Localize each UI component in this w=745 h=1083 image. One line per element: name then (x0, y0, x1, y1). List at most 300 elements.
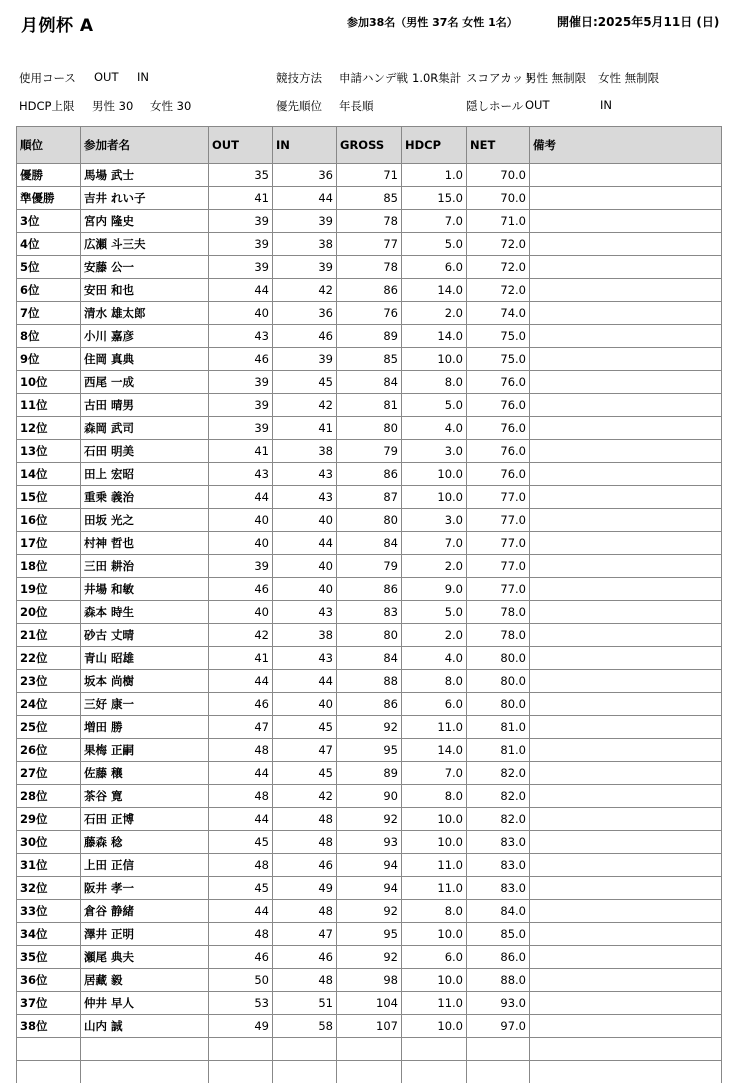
cell-in: 46 (273, 854, 337, 877)
cell-hdcp: 10.0 (402, 969, 467, 992)
cell-hdcp: 9.0 (402, 578, 467, 601)
table-row (17, 716, 722, 739)
cell-net: 80.0 (467, 647, 530, 670)
cell-net: 70.0 (467, 164, 530, 187)
cell-net: 76.0 (467, 463, 530, 486)
cell-remarks (530, 509, 722, 532)
table-row (17, 1015, 722, 1038)
priority-value: 年長順 (339, 98, 374, 114)
cell-net: 83.0 (467, 854, 530, 877)
cell-remarks (530, 486, 722, 509)
cell-out: 45 (209, 831, 273, 854)
cell-rank: 19位 (17, 578, 81, 601)
table-row (17, 831, 722, 854)
cell-name: 村神 哲也 (81, 532, 209, 555)
cell-in: 45 (273, 716, 337, 739)
cell-rank: 15位 (17, 486, 81, 509)
cell-rank: 23位 (17, 670, 81, 693)
cell-name: 澤井 正明 (81, 923, 209, 946)
cell-gross: 86 (337, 279, 402, 302)
cell-remarks (530, 946, 722, 969)
cell-out: 39 (209, 394, 273, 417)
cell-rank: 24位 (17, 693, 81, 716)
table-row (17, 555, 722, 578)
cell-net: 83.0 (467, 877, 530, 900)
cell-net: 84.0 (467, 900, 530, 923)
cell-gross: 78 (337, 210, 402, 233)
empty-cell (467, 1038, 530, 1061)
cell-gross: 85 (337, 348, 402, 371)
cell-in: 42 (273, 785, 337, 808)
cell-rank: 27位 (17, 762, 81, 785)
cell-remarks (530, 532, 722, 555)
cell-gross: 92 (337, 900, 402, 923)
table-row (17, 854, 722, 877)
cell-in: 44 (273, 532, 337, 555)
aggregation-value: 1.0R集計 (412, 70, 461, 86)
cell-hdcp: 4.0 (402, 647, 467, 670)
empty-row (17, 1038, 722, 1061)
cell-in: 48 (273, 808, 337, 831)
cell-remarks (530, 440, 722, 463)
cell-remarks (530, 900, 722, 923)
cell-net: 72.0 (467, 233, 530, 256)
cell-in: 36 (273, 164, 337, 187)
table-row (17, 302, 722, 325)
cell-in: 44 (273, 187, 337, 210)
cell-net: 77.0 (467, 509, 530, 532)
cell-hdcp: 5.0 (402, 601, 467, 624)
cell-hdcp: 3.0 (402, 440, 467, 463)
cell-hdcp: 8.0 (402, 900, 467, 923)
cell-in: 36 (273, 302, 337, 325)
cell-out: 44 (209, 762, 273, 785)
cell-remarks (530, 555, 722, 578)
cell-gross: 80 (337, 509, 402, 532)
cell-gross: 92 (337, 946, 402, 969)
header-gross: GROSS (337, 127, 402, 164)
cell-hdcp: 10.0 (402, 831, 467, 854)
cell-gross: 92 (337, 808, 402, 831)
cell-remarks (530, 578, 722, 601)
header-rank: 順位 (17, 127, 81, 164)
cell-remarks (530, 693, 722, 716)
cell-gross: 77 (337, 233, 402, 256)
cell-net: 78.0 (467, 601, 530, 624)
table-row (17, 417, 722, 440)
cell-gross: 84 (337, 371, 402, 394)
cell-name: 仲井 早人 (81, 992, 209, 1015)
empty-cell (17, 1038, 81, 1061)
cell-gross: 78 (337, 256, 402, 279)
cell-in: 40 (273, 555, 337, 578)
cell-remarks (530, 670, 722, 693)
cell-remarks (530, 463, 722, 486)
cell-gross: 86 (337, 693, 402, 716)
cell-hdcp: 14.0 (402, 279, 467, 302)
cell-net: 81.0 (467, 739, 530, 762)
cell-rank: 8位 (17, 325, 81, 348)
cell-net: 75.0 (467, 325, 530, 348)
empty-cell (467, 1061, 530, 1083)
table-row (17, 279, 722, 302)
cell-remarks (530, 233, 722, 256)
cell-name: 田上 宏昭 (81, 463, 209, 486)
cell-out: 39 (209, 555, 273, 578)
cell-out: 48 (209, 854, 273, 877)
empty-cell (273, 1038, 337, 1061)
cell-net: 75.0 (467, 348, 530, 371)
cell-rank: 10位 (17, 371, 81, 394)
cell-net: 74.0 (467, 302, 530, 325)
cell-out: 46 (209, 578, 273, 601)
cell-rank: 優勝 (17, 164, 81, 187)
cell-net: 85.0 (467, 923, 530, 946)
table-row (17, 670, 722, 693)
cell-rank: 5位 (17, 256, 81, 279)
cell-net: 76.0 (467, 394, 530, 417)
cell-in: 39 (273, 256, 337, 279)
cell-name: 山内 誠 (81, 1015, 209, 1038)
cell-hdcp: 6.0 (402, 693, 467, 716)
cell-name: 吉井 れい子 (81, 187, 209, 210)
table-row (17, 946, 722, 969)
course-in: IN (137, 70, 149, 84)
cell-remarks (530, 348, 722, 371)
cell-in: 42 (273, 394, 337, 417)
cell-out: 44 (209, 900, 273, 923)
cell-name: 三田 耕治 (81, 555, 209, 578)
cell-name: 清水 雄太郎 (81, 302, 209, 325)
cell-name: 果梅 正嗣 (81, 739, 209, 762)
cell-hdcp: 10.0 (402, 923, 467, 946)
empty-cell (402, 1038, 467, 1061)
cell-net: 82.0 (467, 762, 530, 785)
cell-rank: 25位 (17, 716, 81, 739)
cell-remarks (530, 969, 722, 992)
cell-hdcp: 8.0 (402, 670, 467, 693)
cell-gross: 84 (337, 647, 402, 670)
cell-in: 48 (273, 900, 337, 923)
cell-in: 43 (273, 486, 337, 509)
empty-cell (81, 1038, 209, 1061)
cell-name: 居藏 毅 (81, 969, 209, 992)
cell-in: 48 (273, 969, 337, 992)
table-row (17, 394, 722, 417)
cell-name: 倉谷 静緒 (81, 900, 209, 923)
cell-gross: 93 (337, 831, 402, 854)
cell-rank: 9位 (17, 348, 81, 371)
event-date: 開催日:2025年5月11日 (日) (557, 13, 719, 30)
table-row (17, 532, 722, 555)
cell-in: 42 (273, 279, 337, 302)
cell-remarks (530, 877, 722, 900)
cell-out: 41 (209, 440, 273, 463)
table-row (17, 256, 722, 279)
cell-name: 増田 勝 (81, 716, 209, 739)
cell-hdcp: 7.0 (402, 762, 467, 785)
cell-out: 49 (209, 1015, 273, 1038)
empty-cell (81, 1061, 209, 1083)
cell-net: 82.0 (467, 785, 530, 808)
cell-remarks (530, 601, 722, 624)
cell-in: 47 (273, 739, 337, 762)
results-table (16, 126, 722, 1083)
table-row (17, 601, 722, 624)
cell-in: 38 (273, 440, 337, 463)
scorecut-female: 女性 無制限 (598, 70, 659, 86)
cell-remarks (530, 187, 722, 210)
cell-gross: 98 (337, 969, 402, 992)
cell-hdcp: 11.0 (402, 854, 467, 877)
cell-in: 40 (273, 509, 337, 532)
cell-rank: 35位 (17, 946, 81, 969)
cell-in: 45 (273, 371, 337, 394)
cell-gross: 88 (337, 670, 402, 693)
method-value: 申請ハンデ戦 (339, 70, 408, 86)
cell-name: 重乗 義治 (81, 486, 209, 509)
cell-gross: 80 (337, 624, 402, 647)
table-row (17, 325, 722, 348)
hdcp-limit-female: 女性 30 (150, 98, 191, 114)
cell-in: 43 (273, 463, 337, 486)
cell-rank: 3位 (17, 210, 81, 233)
cell-rank: 16位 (17, 509, 81, 532)
cell-in: 39 (273, 348, 337, 371)
cell-net: 78.0 (467, 624, 530, 647)
cell-net: 76.0 (467, 371, 530, 394)
cell-in: 45 (273, 762, 337, 785)
cell-hdcp: 15.0 (402, 187, 467, 210)
cell-remarks (530, 854, 722, 877)
cell-name: 住岡 真典 (81, 348, 209, 371)
cell-rank: 22位 (17, 647, 81, 670)
cell-remarks (530, 992, 722, 1015)
cell-name: 安藤 公一 (81, 256, 209, 279)
cell-out: 46 (209, 693, 273, 716)
header-out: OUT (209, 127, 273, 164)
cell-out: 48 (209, 923, 273, 946)
cell-hdcp: 7.0 (402, 532, 467, 555)
cell-name: 石田 明美 (81, 440, 209, 463)
cell-rank: 準優勝 (17, 187, 81, 210)
cell-rank: 31位 (17, 854, 81, 877)
cell-hdcp: 10.0 (402, 348, 467, 371)
table-row (17, 578, 722, 601)
table-row (17, 624, 722, 647)
table-row (17, 371, 722, 394)
cell-net: 93.0 (467, 992, 530, 1015)
cell-gross: 86 (337, 578, 402, 601)
cell-remarks (530, 739, 722, 762)
cell-remarks (530, 394, 722, 417)
cell-rank: 18位 (17, 555, 81, 578)
cell-in: 40 (273, 578, 337, 601)
cell-remarks (530, 164, 722, 187)
cell-out: 39 (209, 233, 273, 256)
cell-in: 39 (273, 210, 337, 233)
cell-remarks (530, 923, 722, 946)
cell-in: 38 (273, 624, 337, 647)
cell-out: 45 (209, 877, 273, 900)
cell-name: 小川 嘉彦 (81, 325, 209, 348)
cell-hdcp: 8.0 (402, 785, 467, 808)
cell-gross: 87 (337, 486, 402, 509)
cell-name: 藤森 稔 (81, 831, 209, 854)
hidden-hole-out: OUT (525, 98, 550, 112)
empty-cell (402, 1061, 467, 1083)
cell-hdcp: 10.0 (402, 463, 467, 486)
cell-rank: 28位 (17, 785, 81, 808)
cell-net: 70.0 (467, 187, 530, 210)
cell-net: 97.0 (467, 1015, 530, 1038)
cell-out: 43 (209, 325, 273, 348)
cell-name: 田坂 光之 (81, 509, 209, 532)
cell-out: 39 (209, 256, 273, 279)
cell-remarks (530, 256, 722, 279)
cell-net: 86.0 (467, 946, 530, 969)
cell-remarks (530, 210, 722, 233)
cell-net: 77.0 (467, 532, 530, 555)
cell-gross: 94 (337, 877, 402, 900)
cell-out: 39 (209, 371, 273, 394)
cell-rank: 32位 (17, 877, 81, 900)
cell-net: 76.0 (467, 417, 530, 440)
hidden-hole-in: IN (600, 98, 612, 112)
scorecut-label: スコアカット (466, 70, 535, 86)
cell-hdcp: 10.0 (402, 1015, 467, 1038)
cell-rank: 33位 (17, 900, 81, 923)
cell-out: 40 (209, 601, 273, 624)
cell-rank: 30位 (17, 831, 81, 854)
cell-in: 46 (273, 946, 337, 969)
cell-out: 44 (209, 279, 273, 302)
cell-out: 44 (209, 486, 273, 509)
cell-in: 49 (273, 877, 337, 900)
empty-row (17, 1061, 722, 1083)
cell-net: 80.0 (467, 670, 530, 693)
cell-gross: 81 (337, 394, 402, 417)
cell-gross: 92 (337, 716, 402, 739)
table-row (17, 348, 722, 371)
table-row (17, 187, 722, 210)
hdcp-limit-label: HDCP上限 (19, 98, 74, 114)
empty-cell (209, 1061, 273, 1083)
table-header-row (17, 127, 722, 164)
cell-remarks (530, 302, 722, 325)
cell-rank: 4位 (17, 233, 81, 256)
cell-name: 広瀬 斗三夫 (81, 233, 209, 256)
cell-rank: 26位 (17, 739, 81, 762)
results-body (17, 164, 722, 1083)
cell-rank: 37位 (17, 992, 81, 1015)
cell-hdcp: 2.0 (402, 302, 467, 325)
cell-gross: 104 (337, 992, 402, 1015)
cell-rank: 13位 (17, 440, 81, 463)
cell-net: 76.0 (467, 440, 530, 463)
page-title: 月例杯 A (21, 11, 94, 36)
cell-out: 41 (209, 647, 273, 670)
cell-hdcp: 10.0 (402, 808, 467, 831)
cell-name: 瀬尾 典夫 (81, 946, 209, 969)
header-name: 参加者名 (81, 127, 209, 164)
cell-in: 46 (273, 325, 337, 348)
cell-rank: 21位 (17, 624, 81, 647)
cell-rank: 17位 (17, 532, 81, 555)
cell-gross: 89 (337, 762, 402, 785)
cell-remarks (530, 785, 722, 808)
cell-rank: 7位 (17, 302, 81, 325)
cell-hdcp: 10.0 (402, 486, 467, 509)
cell-remarks (530, 624, 722, 647)
cell-gross: 94 (337, 854, 402, 877)
table-row (17, 509, 722, 532)
cell-hdcp: 1.0 (402, 164, 467, 187)
cell-out: 46 (209, 946, 273, 969)
cell-remarks (530, 1015, 722, 1038)
cell-gross: 80 (337, 417, 402, 440)
header-remarks: 備考 (530, 127, 722, 164)
cell-gross: 90 (337, 785, 402, 808)
table-row (17, 164, 722, 187)
cell-net: 88.0 (467, 969, 530, 992)
header-in: IN (273, 127, 337, 164)
cell-gross: 95 (337, 739, 402, 762)
table-row (17, 900, 722, 923)
method-label: 競技方法 (276, 70, 322, 86)
cell-out: 40 (209, 532, 273, 555)
cell-gross: 89 (337, 325, 402, 348)
cell-rank: 34位 (17, 923, 81, 946)
cell-rank: 14位 (17, 463, 81, 486)
cell-out: 41 (209, 187, 273, 210)
table-row (17, 992, 722, 1015)
priority-label: 優先順位 (276, 98, 322, 114)
participant-count: 参加38名（男性 37名 女性 1名） (347, 14, 518, 30)
cell-name: 森岡 武司 (81, 417, 209, 440)
cell-remarks (530, 371, 722, 394)
course-label: 使用コース (19, 70, 76, 86)
cell-net: 72.0 (467, 279, 530, 302)
cell-name: 坂本 尚樹 (81, 670, 209, 693)
cell-gross: 107 (337, 1015, 402, 1038)
table-row (17, 877, 722, 900)
cell-remarks (530, 325, 722, 348)
cell-name: 馬場 武士 (81, 164, 209, 187)
cell-hdcp: 14.0 (402, 325, 467, 348)
cell-name: 宮内 隆史 (81, 210, 209, 233)
cell-out: 44 (209, 670, 273, 693)
cell-out: 53 (209, 992, 273, 1015)
cell-rank: 29位 (17, 808, 81, 831)
cell-gross: 71 (337, 164, 402, 187)
cell-net: 83.0 (467, 831, 530, 854)
cell-net: 71.0 (467, 210, 530, 233)
cell-gross: 79 (337, 440, 402, 463)
cell-out: 35 (209, 164, 273, 187)
table-row (17, 762, 722, 785)
cell-out: 48 (209, 785, 273, 808)
cell-hdcp: 11.0 (402, 877, 467, 900)
cell-net: 81.0 (467, 716, 530, 739)
hidden-hole-label: 隠しホール (466, 98, 523, 114)
scorecut-male: 男性 無制限 (525, 70, 586, 86)
cell-hdcp: 2.0 (402, 555, 467, 578)
cell-remarks (530, 808, 722, 831)
cell-rank: 36位 (17, 969, 81, 992)
cell-hdcp: 7.0 (402, 210, 467, 233)
cell-out: 40 (209, 302, 273, 325)
